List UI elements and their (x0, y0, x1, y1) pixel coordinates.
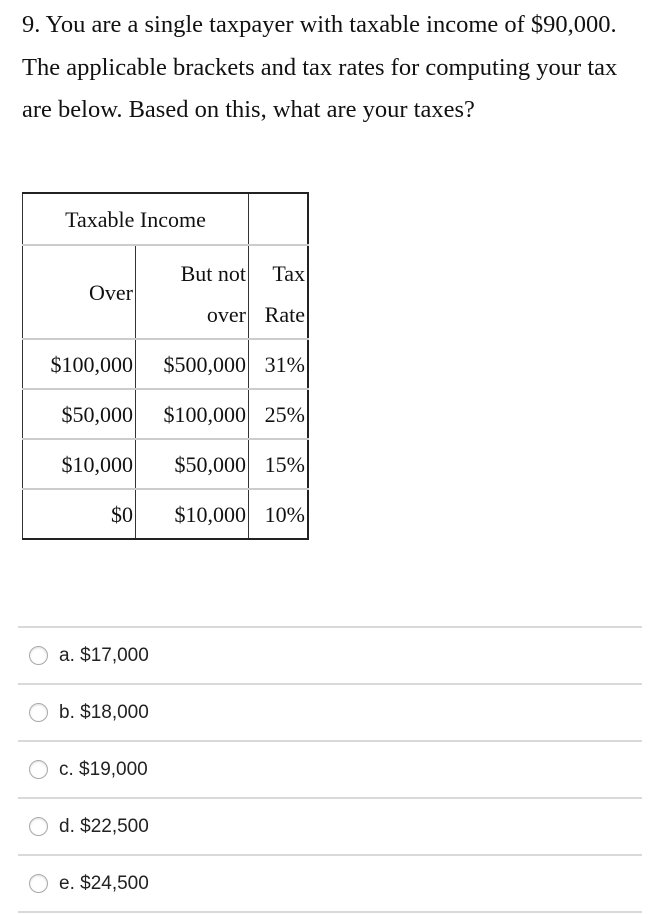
but-not-over-header: But not over (136, 245, 249, 339)
over-cell: $10,000 (23, 439, 136, 489)
not-over-cell: $100,000 (136, 389, 249, 439)
question-text: 9. You are a single taxpayer with taxable income of $90,000. The applicable brackets and tax rates for computing your tax are below. Based on this, what are your taxes? (22, 11, 618, 123)
over-cell: $0 (23, 489, 136, 539)
option-label: d. $22,500 (59, 815, 149, 837)
rate-cell: 25% (249, 389, 309, 439)
over-header: Over (23, 245, 136, 339)
answer-options (18, 626, 642, 913)
table-row (23, 339, 309, 389)
option-b[interactable] (18, 683, 642, 740)
option-c[interactable] (18, 740, 642, 797)
radio-button[interactable] (29, 874, 48, 893)
radio-button[interactable] (29, 760, 48, 779)
taxable-income-header: Taxable Income (23, 193, 249, 245)
radio-button[interactable] (29, 703, 48, 722)
rate-cell: 10% (249, 489, 309, 539)
table-row (23, 489, 309, 539)
over-cell: $50,000 (23, 389, 136, 439)
rate-cell: 31% (249, 339, 309, 389)
not-over-cell: $10,000 (136, 489, 249, 539)
table-row (23, 389, 309, 439)
over-cell: $100,000 (23, 339, 136, 389)
option-label: e. $24,500 (59, 872, 149, 894)
rate-cell: 15% (249, 439, 309, 489)
not-over-cell: $500,000 (136, 339, 249, 389)
radio-button[interactable] (29, 817, 48, 836)
option-label: c. $19,000 (59, 758, 148, 780)
table-row (23, 439, 309, 489)
option-label: b. $18,000 (59, 701, 149, 723)
not-over-cell: $50,000 (136, 439, 249, 489)
tax-rate-header: Tax Rate (249, 245, 309, 339)
radio-button[interactable] (29, 646, 48, 665)
option-a[interactable] (18, 626, 642, 683)
option-e[interactable] (18, 854, 642, 913)
option-d[interactable] (18, 797, 642, 854)
option-label: a. $17,000 (59, 644, 149, 666)
tax-bracket-table (22, 192, 309, 540)
empty-header-cell (249, 193, 309, 245)
